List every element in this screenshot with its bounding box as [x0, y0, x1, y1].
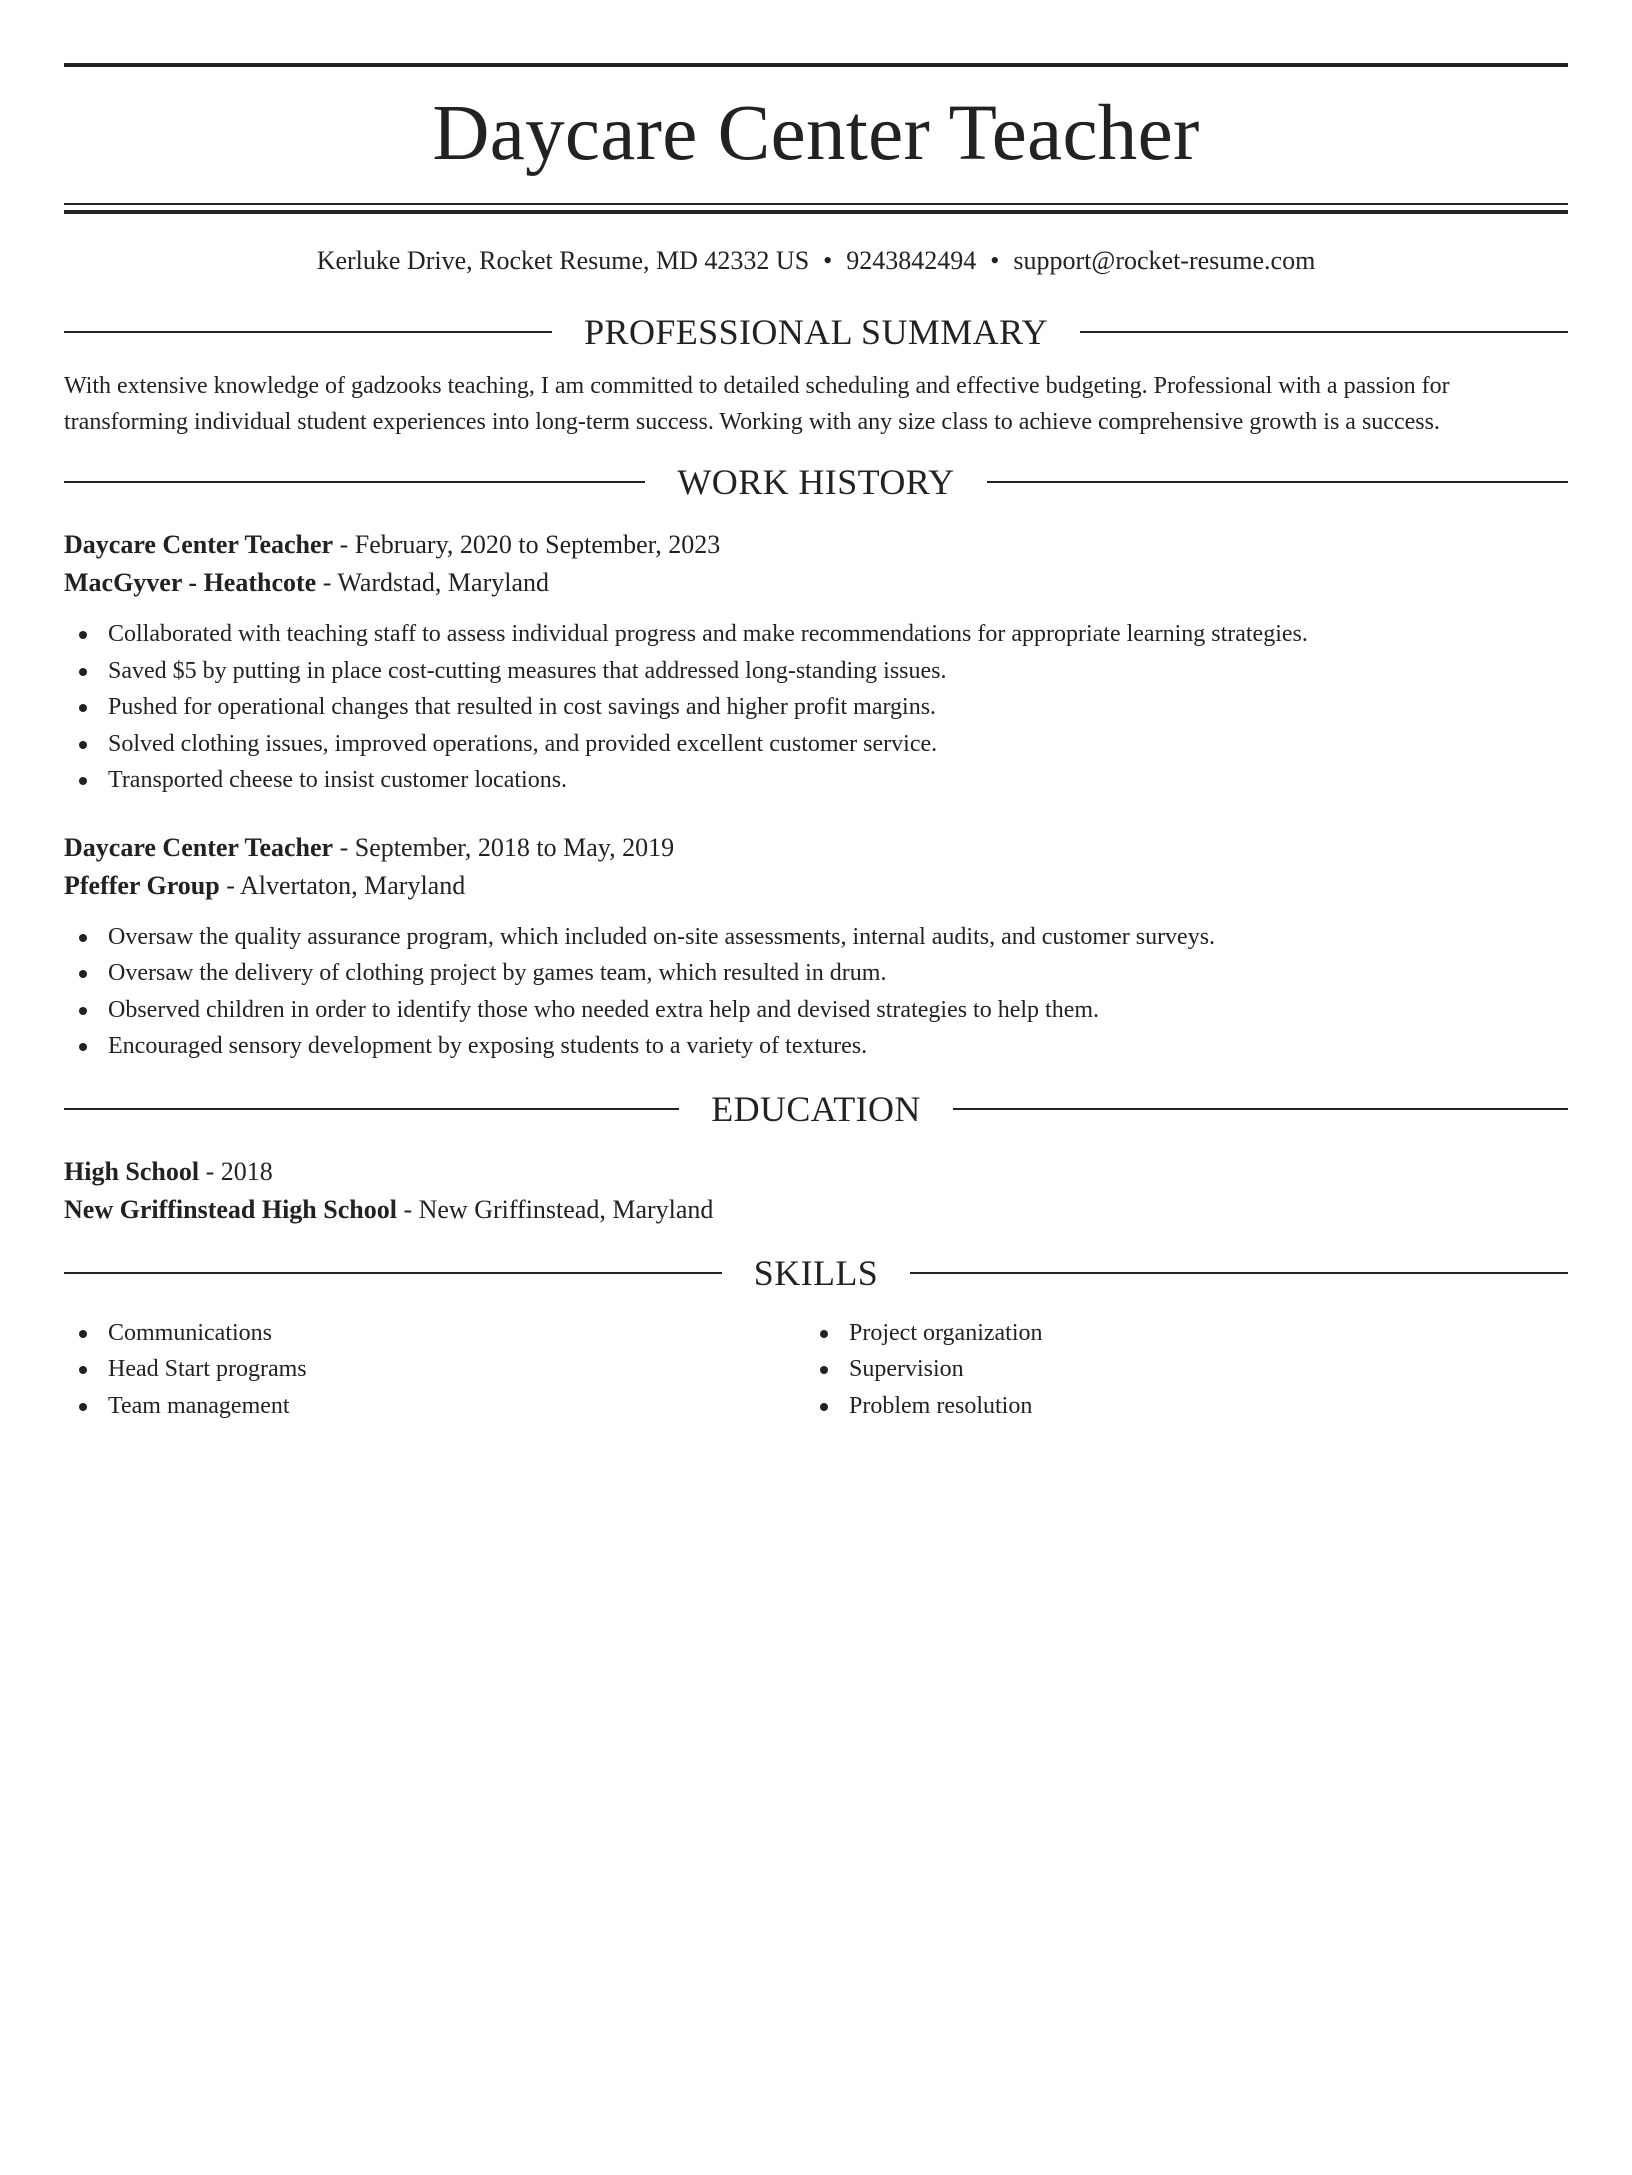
work-history-heading-text: WORK HISTORY [677, 462, 955, 502]
bullet-icon [79, 1330, 87, 1338]
heading-rule-left [64, 1108, 679, 1110]
bullet-icon [79, 777, 87, 785]
list-item [64, 992, 1568, 1029]
bullet-icon [79, 934, 87, 942]
list-item [64, 653, 1568, 690]
list-item [64, 689, 1568, 726]
job-title-line [64, 829, 1568, 867]
skills-heading [64, 1251, 1568, 1295]
job-employer-line [64, 564, 1568, 602]
education-heading [64, 1087, 1568, 1131]
list-item-text: Pushed for operational changes that resulted in cost savings and higher profit margins. [108, 694, 937, 720]
job-title: Daycare Center Teacher [64, 530, 334, 559]
job-entry [64, 829, 1568, 1065]
list-item-text: Encouraged sensory development by exposing students to a variety of textures. [108, 1033, 868, 1059]
list-item [805, 1315, 1568, 1352]
bullet-icon [79, 668, 87, 676]
list-item [64, 1388, 805, 1425]
list-item [805, 1388, 1568, 1425]
job-employer: MacGyver - Heathcote [64, 568, 317, 597]
list-item-text: Oversaw the quality assurance program, which included on-site assessments, internal audits, and customer surveys. [108, 923, 1216, 950]
bullet-icon [79, 1007, 87, 1015]
list-item [64, 1315, 805, 1352]
list-item-text: Collaborated with teaching staff to assess individual progress and make recommendations for appropriate learning strategies. [108, 621, 1308, 647]
skill-text: Problem resolution [849, 1392, 1033, 1419]
skills-left-list [64, 1315, 805, 1425]
list-item [64, 1351, 805, 1388]
bullet-icon [79, 631, 87, 639]
bullet-icon [79, 704, 87, 712]
job-bullets [64, 919, 1568, 1065]
summary-text: With extensive knowledge of gadzooks teaching, I am committed to detailed scheduling and effective budgeting. Professional with a passion for transforming individual student experiences into long-term success. Working with any size class to achieve comprehensive growth is a success. [64, 373, 1450, 435]
contact-separator: • [823, 246, 833, 275]
skills-right-list [805, 1315, 1568, 1425]
education-degree: High School [64, 1156, 200, 1186]
work-history-heading [64, 460, 1568, 504]
list-item [64, 762, 1568, 799]
heading-rule-left [64, 1272, 722, 1274]
summary-heading [64, 310, 1568, 354]
list-item [64, 616, 1568, 653]
education-degree-line [64, 1153, 1568, 1191]
education-school-line [64, 1191, 1568, 1229]
bullet-icon [79, 1366, 87, 1374]
list-item-text: Saved $5 by putting in place cost-cutting measures that addressed long-standing issues. [108, 657, 947, 684]
skills-columns [64, 1315, 1568, 1425]
resume-page [0, 63, 1632, 2175]
bullet-icon [79, 970, 87, 978]
job-location: - Wardstad, Maryland [316, 568, 550, 597]
skill-text: Communications [108, 1319, 272, 1346]
job-title-line [64, 526, 1568, 564]
skill-text: Head Start programs [108, 1356, 307, 1382]
bullet-icon [79, 1403, 87, 1411]
contact-address: Kerluke Drive, Rocket Resume, MD 42332 US [316, 246, 810, 275]
job-employer: Pfeffer Group [64, 870, 220, 900]
heading-rule-right [1080, 331, 1568, 333]
heading-rule-right [953, 1108, 1568, 1110]
contact-email: support@rocket-resume.com [1013, 246, 1316, 275]
heading-rule-left [64, 481, 645, 483]
bullet-icon [820, 1366, 828, 1374]
list-item [64, 955, 1568, 992]
title-double-rule [64, 203, 1568, 214]
heading-rule-right [910, 1272, 1568, 1274]
contact-line [64, 244, 1568, 278]
job-bullets [64, 616, 1568, 799]
heading-rule-right [987, 481, 1568, 483]
list-item [64, 919, 1568, 956]
job-employer-line [64, 867, 1568, 905]
contact-phone: 9243842494 [846, 246, 977, 275]
skills-heading-text: SKILLS [753, 1252, 879, 1293]
education-heading-text: EDUCATION [711, 1088, 921, 1129]
job-location: - Alvertaton, Maryland [219, 870, 466, 900]
list-item-text: Transported cheese to insist customer locations. [108, 767, 568, 793]
bullet-icon [79, 741, 87, 749]
bullet-icon [79, 1043, 87, 1051]
list-item-text: Oversaw the delivery of clothing project by games team, which resulted in drum. [108, 960, 887, 986]
skill-text: Supervision [849, 1356, 964, 1382]
skill-text: Project organization [849, 1319, 1043, 1346]
list-item [805, 1351, 1568, 1388]
heading-rule-left [64, 331, 552, 333]
bullet-icon [820, 1403, 828, 1411]
list-item [64, 726, 1568, 763]
skill-text: Team management [108, 1392, 290, 1419]
list-item [64, 1028, 1568, 1065]
list-item-text: Solved clothing issues, improved operations, and provided excellent customer service. [108, 730, 938, 757]
job-entry [64, 526, 1568, 799]
education-year: - 2018 [199, 1156, 273, 1186]
education-location: - New Griffinstead, Maryland [396, 1194, 714, 1224]
job-title: Daycare Center Teacher [64, 832, 334, 862]
education-school: New Griffinstead High School [64, 1194, 397, 1224]
list-item-text: Observed children in order to identify those who needed extra help and devised strategies to help them. [108, 996, 1100, 1023]
bullet-icon [820, 1330, 828, 1338]
job-dates: - February, 2020 to September, 2023 [333, 530, 721, 559]
contact-separator: • [990, 246, 1000, 275]
resume-title: Daycare Center Teacher [432, 90, 1200, 177]
summary-heading-text: PROFESSIONAL SUMMARY [584, 312, 1048, 352]
job-dates: - September, 2018 to May, 2019 [333, 832, 675, 862]
